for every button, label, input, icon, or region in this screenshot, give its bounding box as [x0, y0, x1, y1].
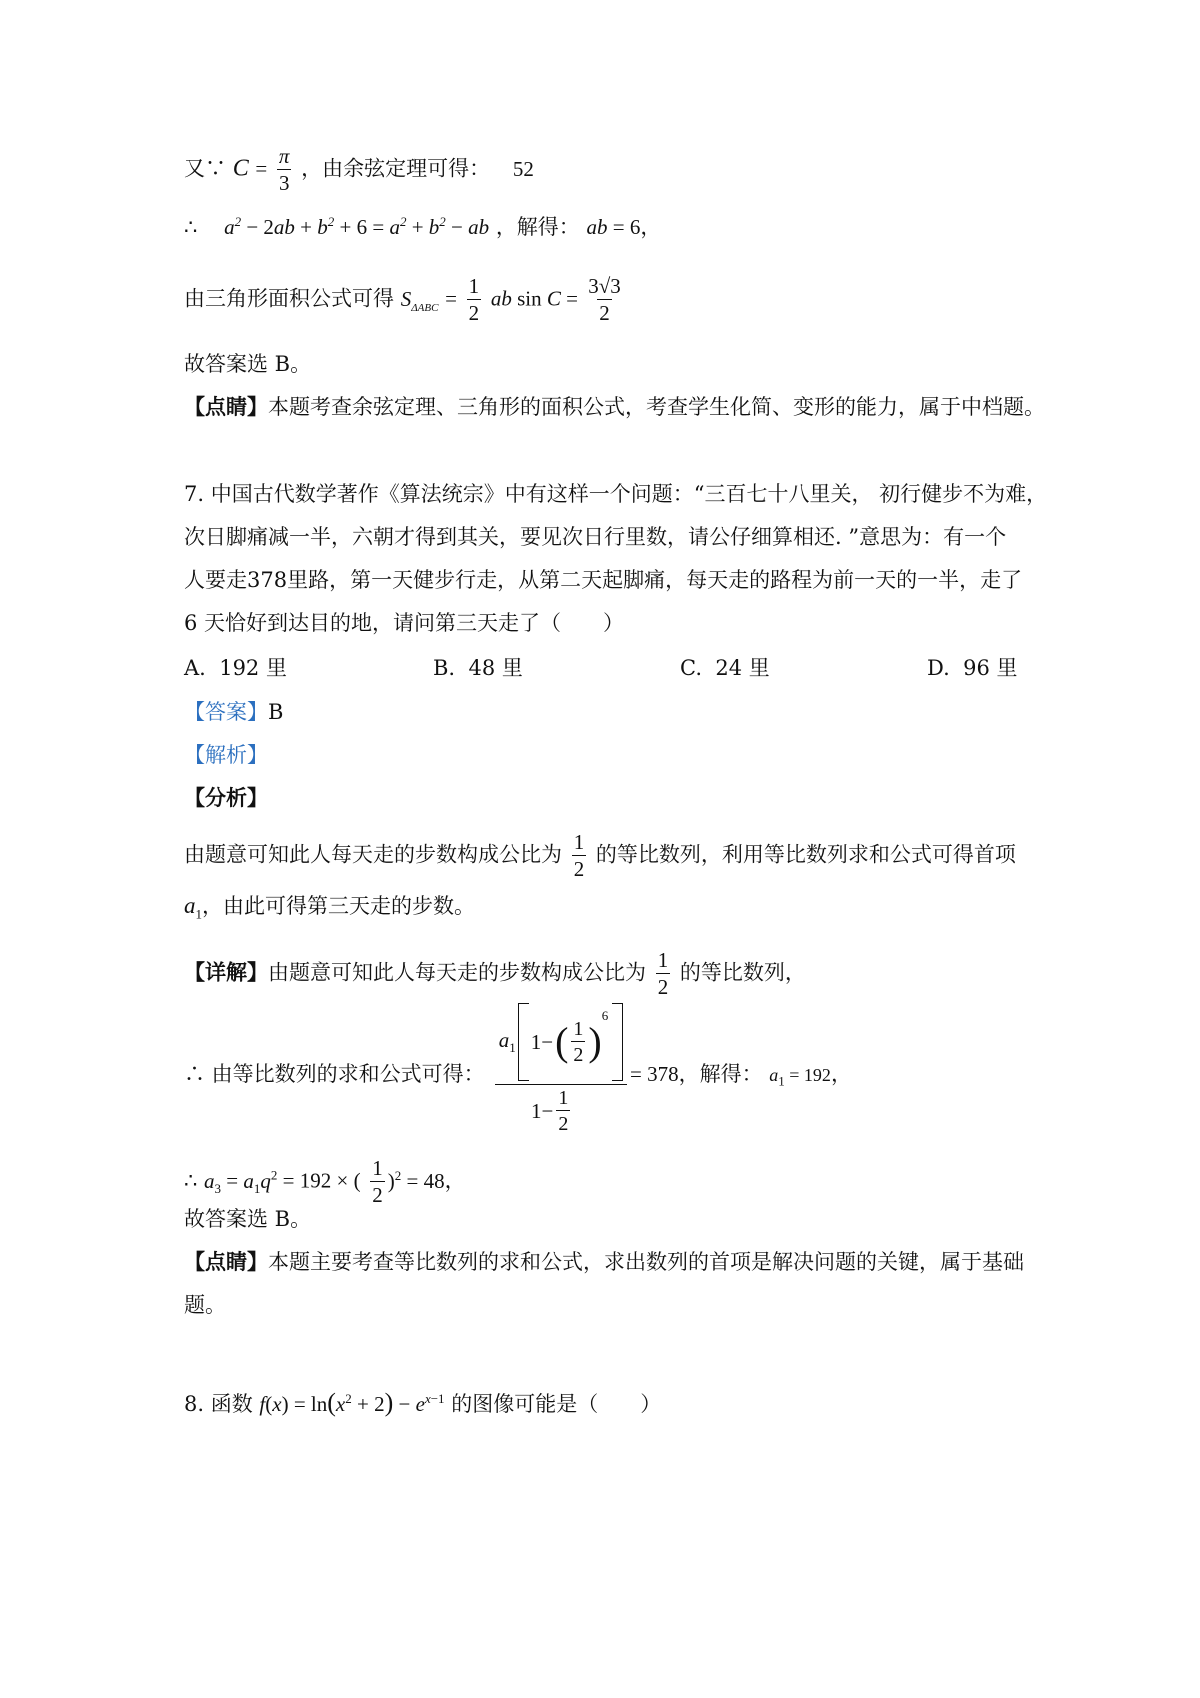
sum-result-line: = 378，解得： $a_1 = 192$，: [630, 1062, 852, 1089]
text-line: 故答案选 B。: [184, 352, 312, 376]
answer-line: 【答案】B: [184, 700, 284, 724]
math-expr: f: [259, 1392, 266, 1416]
question-7-line: 人要走378里路，第一天健步行走，从第二天起脚痛，每天走的路程为前一天的一半，走了: [184, 568, 1023, 592]
math-expr: $a^2 - 2ab + b^2 + 6 = a^2 + b^2$ − ab: [224, 214, 490, 239]
sum-formula: $a_1$ 1− ( $\frac{1}{2}$ ) 6 1− $\frac{1}{2}$: [495, 1000, 627, 1130]
text-line: 【点睛】本题考查余弦定理、三角形的面积公式，考查学生化简、变形的能力，属于中档题。: [184, 394, 1045, 419]
fenxi-line: 由题意可知此人每天走的步数构成公比为 $\frac{1}{2}$ 的等比数列，利用等比数列求和公式可得首项: [184, 830, 1016, 881]
fraction: $\frac{1}{2}$: [372, 1156, 383, 1207]
fenxi-line: $a_1$，由此可得第三天走的步数。: [184, 893, 475, 922]
option-b: B. 48 里: [433, 656, 523, 680]
detail-line: 【详解】由题意可知此人每天走的步数构成公比为 $\frac{1}{2}$ 的等比数列，: [184, 948, 806, 999]
option-a: A. 192 里: [184, 656, 287, 680]
analysis-tag: 【解析】: [184, 743, 268, 767]
math-expr: ab = 6: [586, 215, 641, 239]
option-d: D. 96 里: [927, 656, 1018, 680]
question-8-line: 8. 函数 $f(x) = \ln(x^2 + 2) - e^{x-1}$ 的图像可能是（ ）: [184, 1388, 662, 1417]
text-line: 又∵ C = $\frac{\pi}{3}$ ，由余弦定理可得： 52: [184, 144, 534, 195]
text-line: ∴ $a^2 - 2ab + b^2 + 6 = a^2 + b^2$ − ab ，解得： ab = 6，: [184, 214, 662, 239]
note-line: 题。: [184, 1293, 226, 1317]
fraction: $\frac{1}{2}$: [468, 274, 480, 325]
note-line: 【点睛】本题主要考查等比数列的求和公式，求出数列的首项是解决问题的关键，属于基础: [184, 1249, 1024, 1274]
a3-line: ∴ $a_3 = a_1q^2 = 192$ × ( $\frac{1}{2}$ )$^2$ = 48，: [184, 1156, 466, 1207]
fraction: $\frac{1}{2}$: [657, 948, 669, 999]
text-line: 故答案选 B。: [184, 1207, 312, 1231]
question-7-line: 次日脚痛减一半，六朝才得到其关，要见次日行里数，请公仔细算相还. ”意思为：有一个: [184, 525, 1007, 549]
fraction: $\frac{\pi}{3}$: [278, 144, 290, 195]
sum-line-prefix: ∴ 由等比数列的求和公式可得：: [184, 1062, 485, 1086]
math-expr: C: [232, 155, 249, 182]
fraction: $\frac{3√3}{2}$: [588, 274, 621, 325]
question-7-line: 6 天恰好到达目的地，请问第三天走了（ ）: [184, 611, 625, 635]
option-c: C. 24 里: [680, 656, 770, 680]
math-expr: $a_1$: [184, 893, 202, 922]
text-line: 由三角形面积公式可得 $S_{\Delta ABC}$ = $\frac{1}{2}$ ab sin C = $\frac{3√3}{2}$: [184, 274, 621, 325]
fraction: $\frac{1}{2}$: [573, 830, 585, 881]
fenxi-tag: 【分析】: [184, 785, 268, 810]
math-expr: $S_{\Delta ABC}$: [400, 286, 439, 314]
question-7-line: 7. 中国古代数学著作《算法统宗》中有这样一个问题：“三百七十八里关， 初行健步不为难，: [184, 482, 1048, 506]
